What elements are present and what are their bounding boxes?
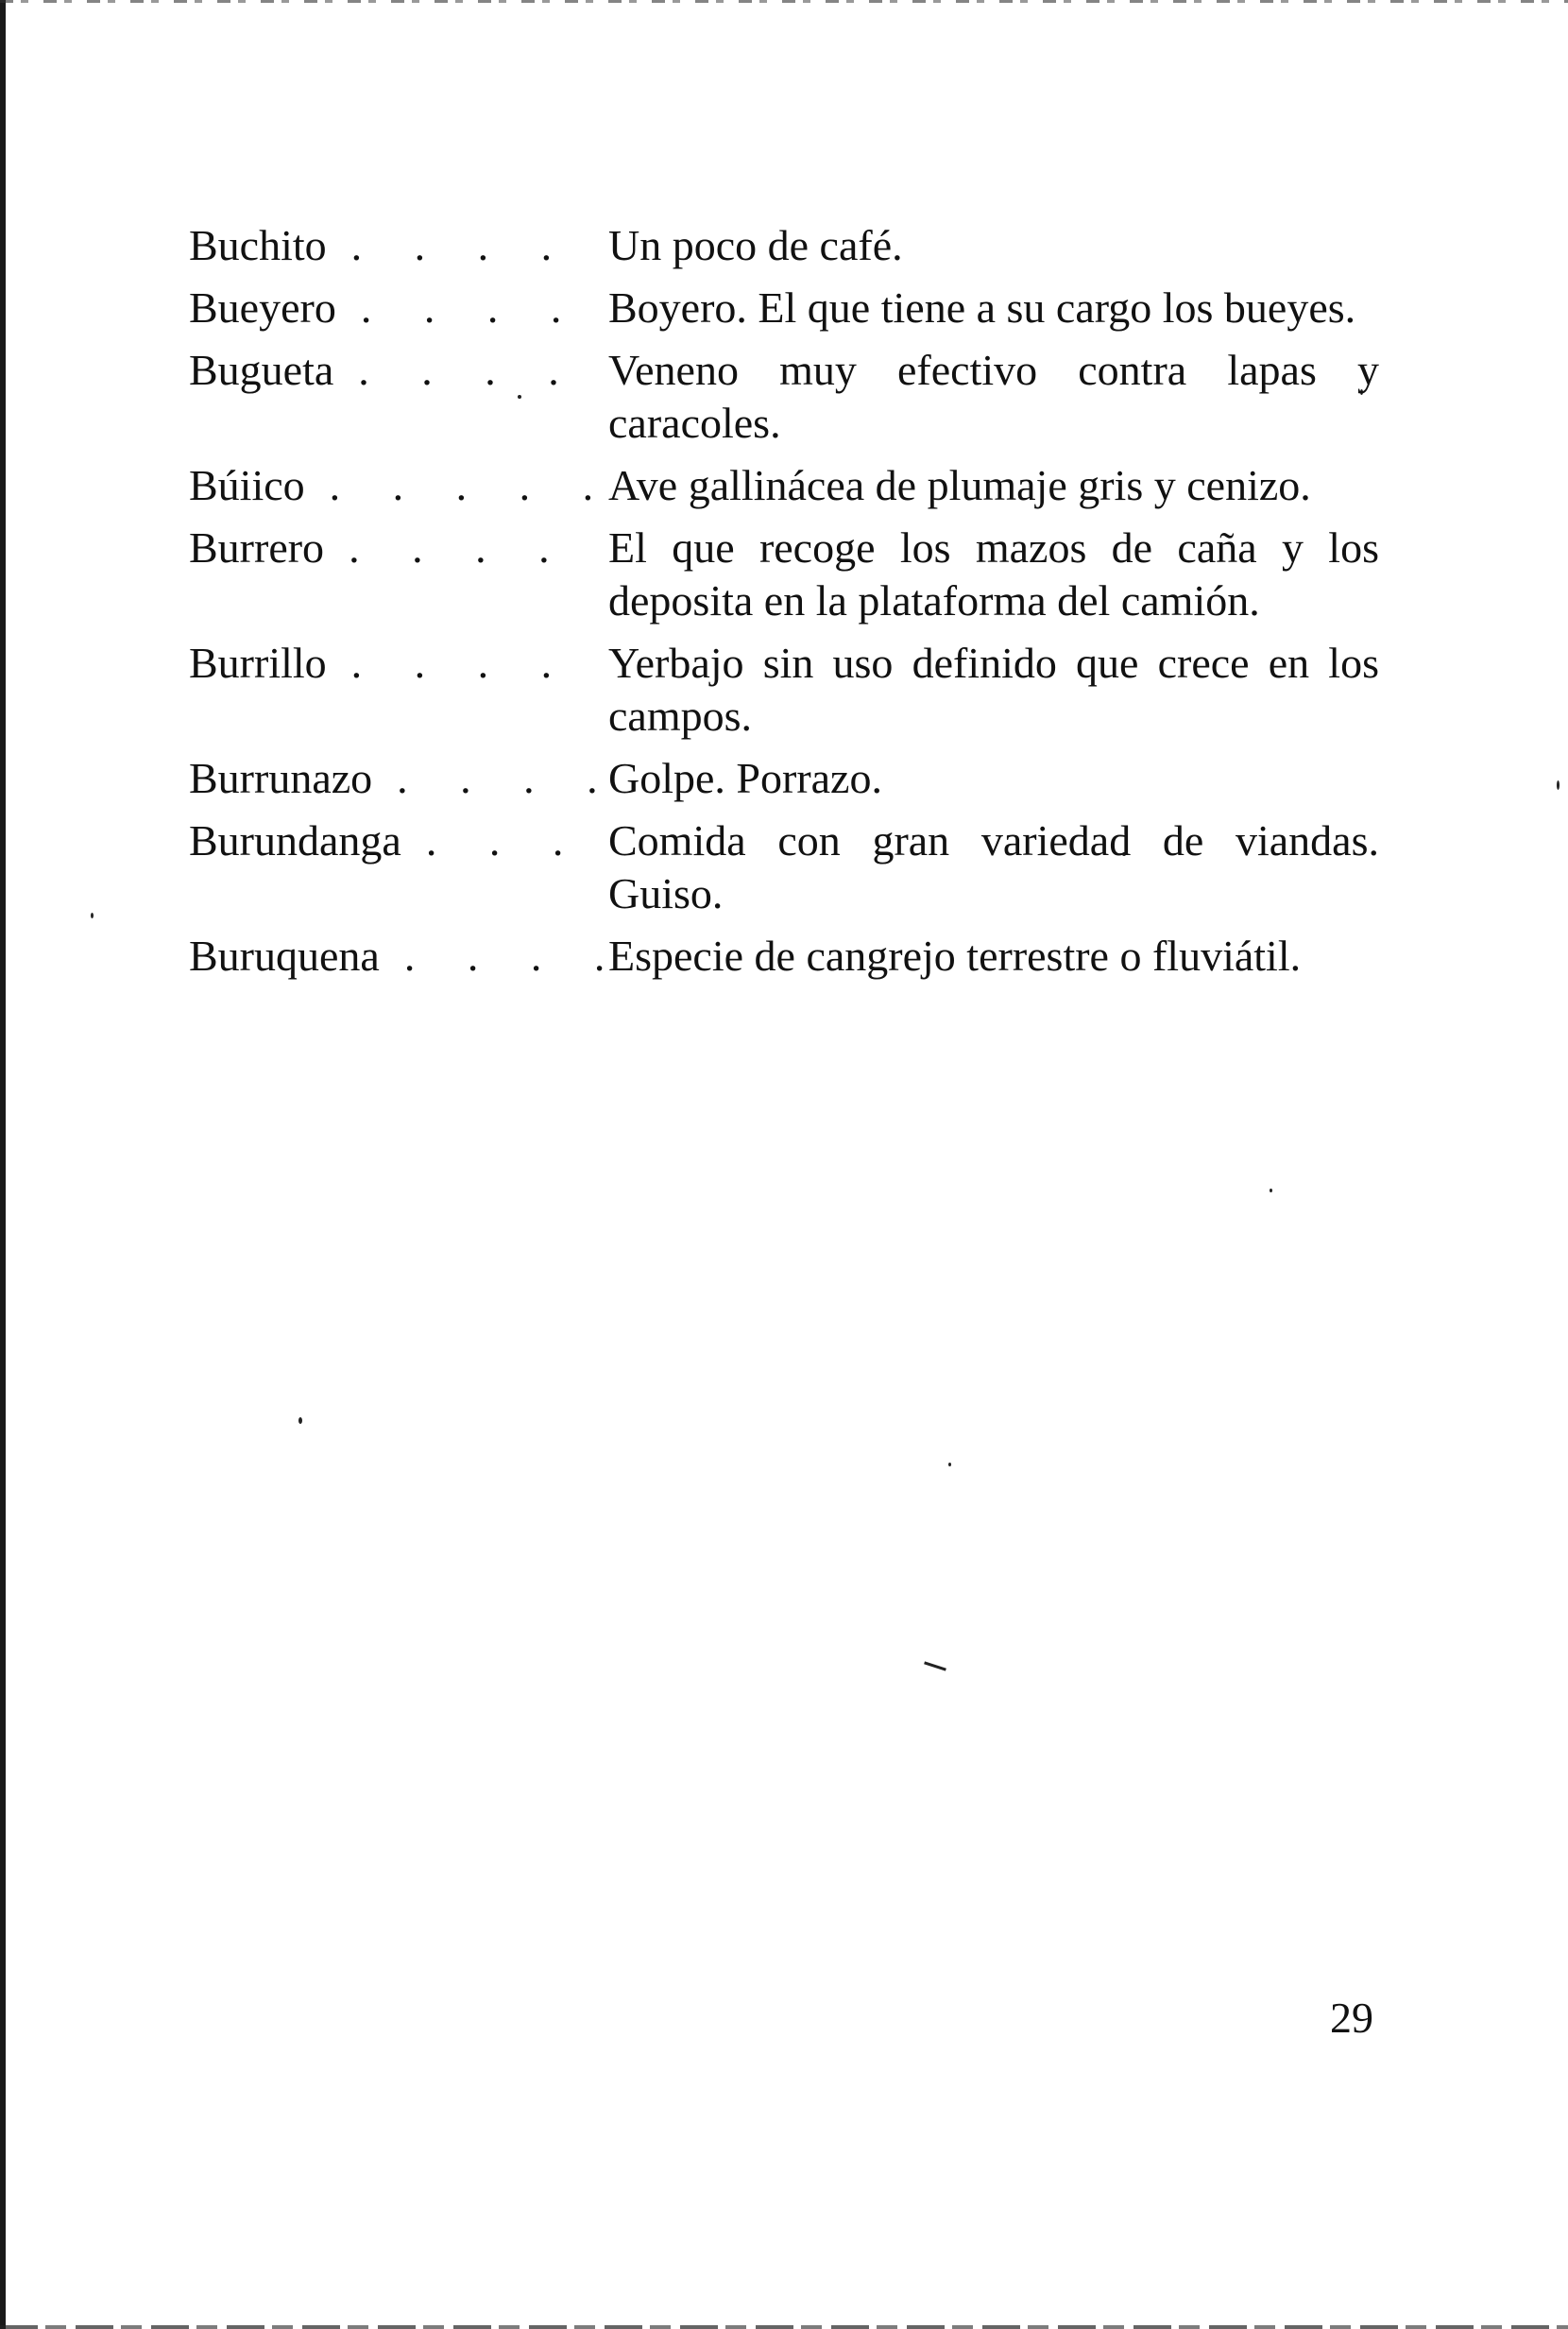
entry-term: Bueyero bbox=[189, 283, 336, 332]
scan-speck bbox=[948, 1463, 951, 1466]
entry-term: Búiico bbox=[189, 461, 305, 509]
entry-term-cell bbox=[189, 344, 605, 397]
glossary-entry bbox=[189, 522, 1379, 627]
page-bottom-edge bbox=[0, 2325, 1568, 2329]
entry-definition: El que recoge los mazos de caña y los deposita en la plataforma del camión. bbox=[608, 523, 1379, 625]
dot-leader bbox=[372, 752, 605, 805]
glossary-entry bbox=[189, 459, 1379, 512]
entry-term-cell bbox=[189, 930, 605, 983]
entry-definition: Boyero. El que tiene a su cargo los bueyes. bbox=[608, 283, 1356, 332]
glossary-entry bbox=[189, 344, 1379, 450]
glossary-entry bbox=[189, 930, 1379, 983]
scan-speck bbox=[1270, 1189, 1272, 1192]
entry-term-cell bbox=[189, 637, 605, 690]
entry-term: Burrillo bbox=[189, 639, 327, 687]
entry-term-cell bbox=[189, 219, 605, 272]
dot-leader bbox=[327, 637, 605, 690]
dot-leader bbox=[380, 930, 605, 983]
dot-leader bbox=[327, 219, 605, 272]
dot-leader bbox=[305, 459, 605, 512]
entry-term: Bugueta bbox=[189, 346, 334, 394]
entry-term: Burundanga bbox=[189, 816, 401, 865]
entry-term-cell bbox=[189, 282, 605, 334]
glossary-entry bbox=[189, 282, 1379, 334]
scan-speck bbox=[924, 1661, 946, 1670]
dot-leader bbox=[324, 522, 605, 574]
entry-definition: Un poco de café. bbox=[608, 221, 903, 269]
page-top-edge bbox=[0, 0, 1568, 3]
scan-speck bbox=[1557, 780, 1559, 790]
entry-term-cell bbox=[189, 814, 605, 867]
entry-term: Burrero bbox=[189, 523, 325, 572]
dot-leader bbox=[333, 344, 605, 397]
entry-term: Burrunazo bbox=[189, 754, 373, 802]
entry-definition: Especie de cangrejo terrestre o fluviátil. bbox=[608, 932, 1302, 980]
entry-definition: Comida con gran variedad de viandas. Guiso. bbox=[608, 816, 1379, 917]
glossary-entry bbox=[189, 814, 1379, 920]
entry-definition: Ave gallinácea de plumaje gris y cenizo. bbox=[608, 461, 1311, 509]
entry-term-cell bbox=[189, 459, 605, 512]
glossary-entry bbox=[189, 219, 1379, 272]
glossary-entry bbox=[189, 752, 1379, 805]
entry-term-cell bbox=[189, 522, 605, 574]
scan-speck bbox=[298, 1417, 302, 1424]
page-left-edge bbox=[0, 0, 6, 2329]
entry-term: Buchito bbox=[189, 221, 327, 269]
entry-term: Buruquena bbox=[189, 932, 380, 980]
entry-definition: Veneno muy efectivo contra lapas y caracoles. bbox=[608, 346, 1379, 447]
dot-leader bbox=[401, 814, 605, 867]
glossary-entry bbox=[189, 637, 1379, 743]
scan-speck bbox=[91, 913, 94, 918]
page-number: 29 bbox=[1330, 1994, 1373, 2042]
dot-leader bbox=[336, 282, 605, 334]
entry-term-cell bbox=[189, 752, 605, 805]
entry-definition: Yerbajo sin uso definido que crece en los campos. bbox=[608, 639, 1379, 740]
entry-definition: Golpe. Porrazo. bbox=[608, 754, 882, 802]
glossary-list bbox=[189, 219, 1379, 992]
